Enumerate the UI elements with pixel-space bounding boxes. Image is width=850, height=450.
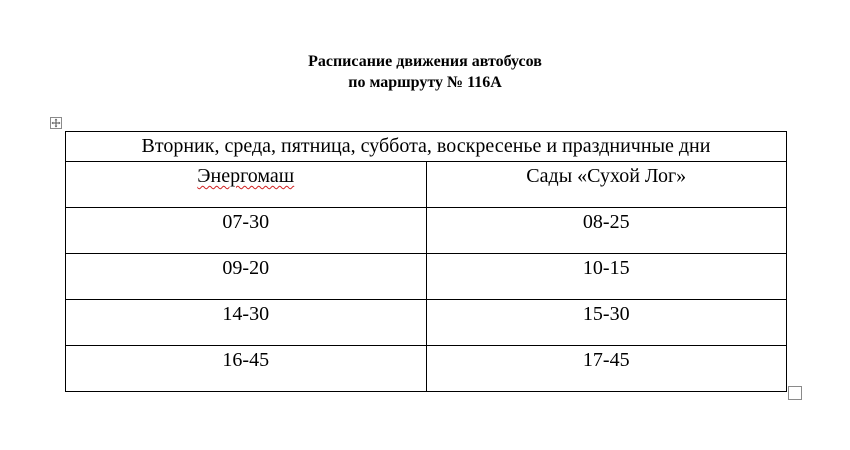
column-header-sady: Сады «Сухой Лог» — [526, 165, 687, 187]
schedule-table — [65, 131, 787, 392]
table-row — [66, 208, 787, 254]
time-cell[interactable]: 08-25 — [426, 208, 787, 254]
resize-square-icon[interactable] — [788, 386, 802, 400]
time-cell[interactable]: 09-20 — [66, 254, 427, 300]
document-title: Расписание движения автобусов — [308, 53, 542, 70]
header-row — [66, 162, 787, 208]
days-cell[interactable]: Вторник, среда, пятница, суббота, воскресенье и праздничные дни — [66, 132, 787, 162]
column-header-energomash: Энергомаш — [197, 165, 295, 187]
time-cell[interactable]: 07-30 — [66, 208, 427, 254]
days-row — [66, 132, 787, 162]
time-cell[interactable]: 14-30 — [66, 300, 427, 346]
document-subtitle: по маршруту № 116А — [348, 74, 502, 91]
table-row — [66, 254, 787, 300]
time-cell[interactable]: 16-45 — [66, 346, 427, 392]
time-cell[interactable]: 15-30 — [426, 300, 787, 346]
column-header-cell[interactable] — [426, 162, 787, 208]
move-arrows-icon[interactable] — [50, 117, 62, 129]
time-cell[interactable]: 17-45 — [426, 346, 787, 392]
table-row — [66, 346, 787, 392]
time-cell[interactable]: 10-15 — [426, 254, 787, 300]
table-row — [66, 300, 787, 346]
column-header-cell[interactable] — [66, 162, 427, 208]
